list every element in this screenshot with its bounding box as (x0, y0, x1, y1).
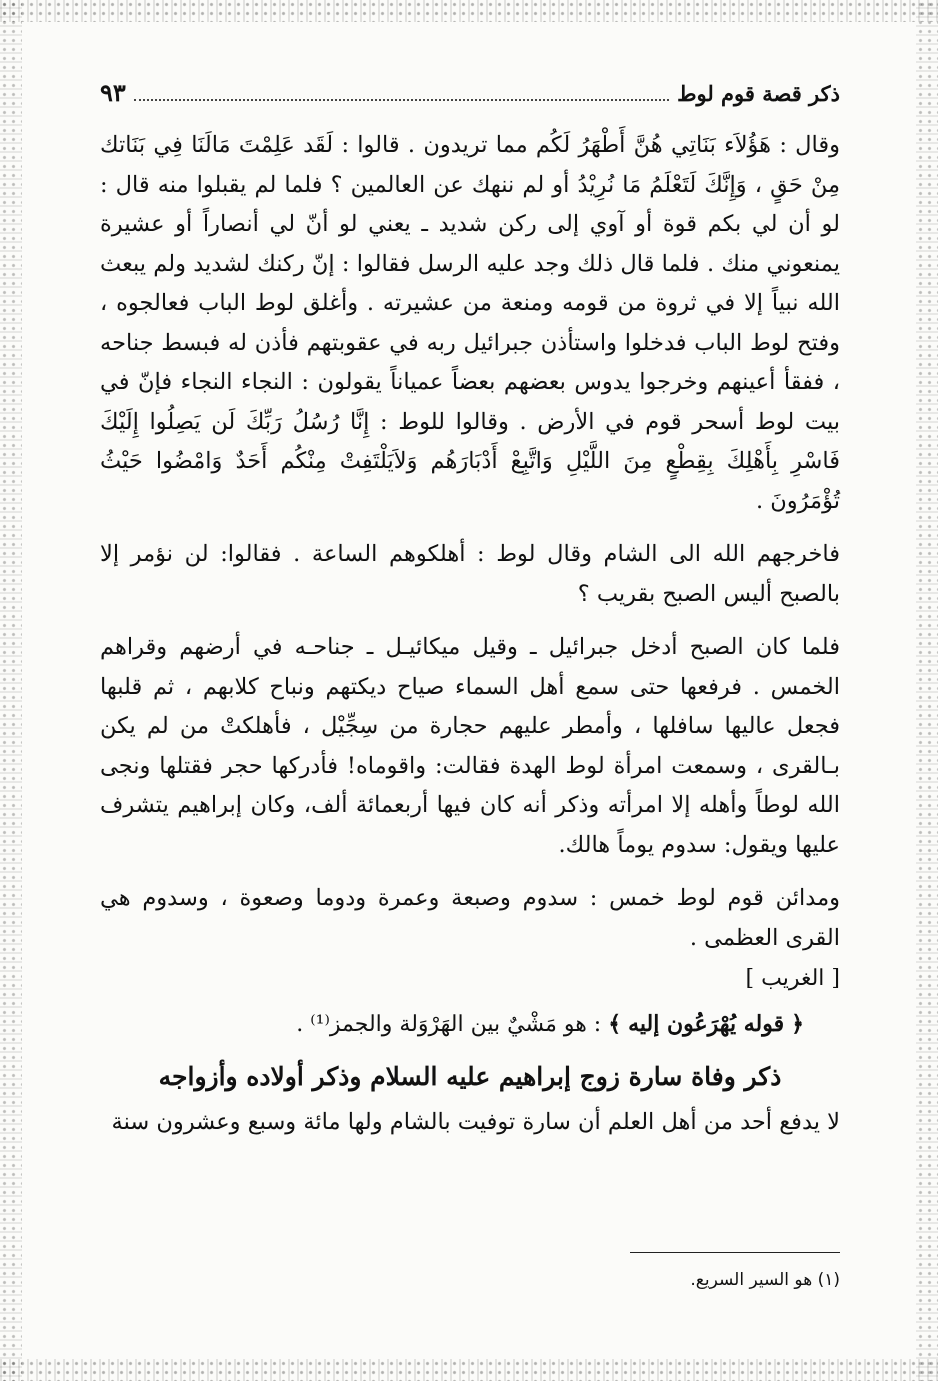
chapter-title: ذكر قصة قوم لوط (677, 81, 840, 106)
gloss-definition: : هو مَشْيٌ بين الهَرْوَلة والجمز⁽¹⁾ . (296, 1012, 602, 1037)
section-heading: ذكر وفاة سارة زوج إبراهيم عليه السلام وذكر أولاده وأزواجه (158, 1062, 782, 1091)
gloss-entry (100, 1002, 840, 1047)
paragraph-1: وقال : هَؤُلاَء بَنَاتِي هُنَّ أَطْهَرُ لَكُم مما تريدون . قالوا : لَقَد عَلِمْتَ مَالَنَا فِي بَنَاتك مِنْ حَقٍ ، وَإِنَّكَ لَتَعْلَمُ مَا نُرِيْدُ أو لم ننهك عن العالمين ؟ فلما لم يقبلوا منه قال : لو أن لي بكم قوة أو آوي إلى ركن شديد ـ يعني لو أنّ لي أنصاراً أو عشيرة يمنعوني منك . فلما قال ذلك وجد عليه الرسل فقالوا : إنّ ركنك لشديد ولم يبعث الله نبياً إلا في ثروة من قومه ومنعة من عشيرته . وأغلق لوط الباب فعالجوه ، وفتح لوط الباب فدخلوا واستأذن جبرائيل ربه في عقوبتهم فأذن له فبسط جناحه ، ففقأ أعينهم وخرجوا يدوس بعضهم بعضاً عمياناً يقولون : النجاء النجاء فإنّ في بيت لوط أسحر قوم في الأرض . وقالوا للوط : إِنَّا رُسُلُ رَبِّكَ لَن يَصِلُوا إِلَيْكَ فَاسْرِ بِأَهْلِكَ بِقِطْعٍ مِنَ اللَّيْلِ وَاتَّبِعْ أَدْبَارَهُم وَلاَيَلْتَفِتْ مِنْكُم أَحَدٌ وَامْضُوا حَيْثُ تُؤْمَرُونَ . (100, 132, 840, 514)
decorative-border-top (0, 0, 938, 22)
quran-open-ornament: ﴿ (791, 1011, 804, 1037)
paragraph-final: لا يدفع أحد من أهل العلم أن سارة توفيت بالشام ولها مائة وسبع وعشرون سنة (111, 1109, 840, 1135)
decorative-border-right (916, 0, 938, 1381)
page-content (100, 78, 840, 1143)
footnote: (١) هو السير السريع. (690, 1270, 840, 1290)
page-number: ٩٣ (100, 78, 126, 107)
paragraph-2: فاخرجهم الله الى الشام وقال لوط : أهلكوهم الساعة . فقالوا: لن نؤمر إلا بالصبح أليس الصبح بقريب ؟ (100, 541, 840, 607)
decorative-border-bottom (0, 1359, 938, 1381)
gloss-term: قوله يُهْرَعُون إليه (628, 1011, 785, 1037)
gharib-label: [ الغريب ] (745, 966, 840, 991)
quran-close-ornament: ﴾ (608, 1011, 622, 1037)
header-leader-dots (134, 85, 669, 101)
paragraph-3: فلما كان الصبح أدخل جبرائيل ـ وقيل ميكائيـل ـ جناحـه في أرضهم وقراهم الخمس . فرفعها حتى سمع أهل السماء صياح ديكتهم ونباح كلابهم ، ثم قلبها فجعل عاليها سافلها ، وأمطر عليهم حجارة من سِجِّيْل ، فأهلكتْ من لم يكن بـالقرى ، وسمعت امرأة لوط الهدة فقالت: واقوماه! فأدركها حجر فقتلها ونجى الله لوطاً وأهله إلا امرأته وذكر أنه كان فيها أربعمائة ألف، وكان إبراهيم يتشرف عليها ويقول: سدوم يوماً هالك. (100, 634, 840, 858)
running-header (100, 78, 840, 126)
decorative-border-left (0, 0, 22, 1381)
paragraph-4: ومدائن قوم لوط خمس : سدوم وصبعة وعمرة ودوما وصعوة ، وسدوم هي القرى العظمى . (100, 885, 840, 951)
footnote-divider (630, 1252, 840, 1253)
